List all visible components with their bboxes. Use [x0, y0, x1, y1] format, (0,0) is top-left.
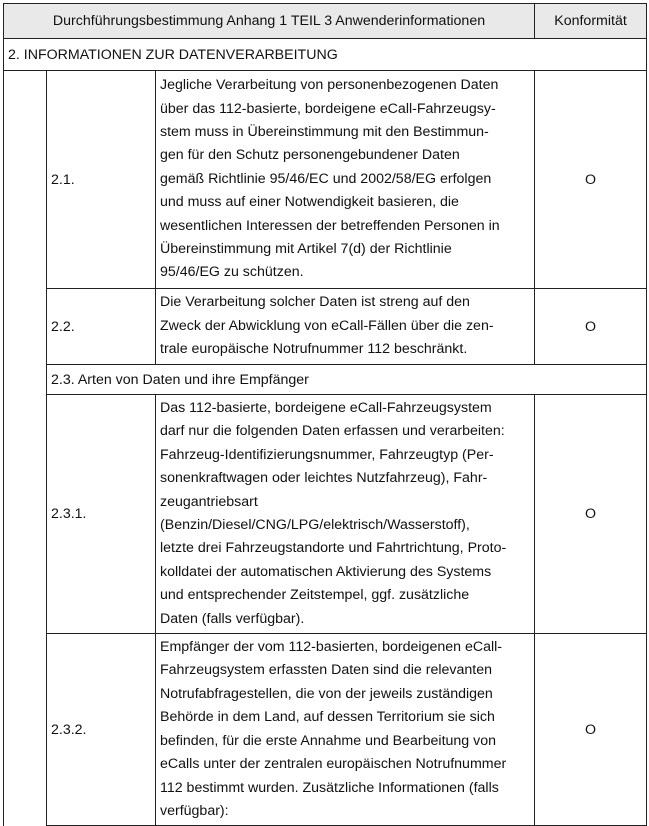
row-number: 2.1.	[47, 71, 156, 289]
table-row	[4, 71, 647, 289]
table-header-row	[4, 4, 647, 39]
row-number: 2.2.	[47, 289, 156, 365]
section-row	[4, 39, 647, 71]
header-regulation: Durchführungsbestimmung Anhang 1 TEIL 3 Anwenderinformationen	[4, 4, 535, 39]
row-text: Empfänger der vom 112-basierten, bordeigenen eCall- Fahrzeugsystem erfassten Daten sind die relevanten Notrufabfragestellen, die von der jeweils zuständigen Behörde in dem Land, auf dessen Territorium sie sich befinden, für die erste Annahme und Bearbeitung von eCalls unter der zentralen europäischen Notrufnummer 112 bestimmt wurden. Zusätzliche Informationen (falls verfügbar):	[156, 634, 535, 826]
row-number: 2.3.2.	[47, 634, 156, 826]
header-conformity: Konformität	[535, 4, 647, 39]
table-row	[4, 395, 647, 634]
row-text: Das 112-basierte, bordeigene eCall-Fahrzeugsystem darf nur die folgenden Daten erfassen und verarbeiten: Fahrzeug-Identifizierungsnummer, Fahrzeugtyp (Per- sonenkraftwagen oder leichtes Nutzfahrzeug), Fahr- zeugantriebsart (Benzin/Diesel/CNG/LPG/elektrisch/Wasserstoff), letzte drei Fahrzeugstandorte und Fahrtrichtung, Proto- kolldatei der automatischen Aktivierung des Systems und entsprechender Zeitstempel, ggf. zusätzliche Daten (falls verfügbar).	[156, 395, 535, 634]
indent-cell	[4, 71, 47, 826]
section-title: 2. INFORMATIONEN ZUR DATENVERARBEITUNG	[4, 39, 647, 71]
row-conformity: O	[535, 395, 647, 634]
table-row	[4, 289, 647, 365]
row-number: 2.3.1.	[47, 395, 156, 634]
row-conformity: O	[535, 71, 647, 289]
row-text: Die Verarbeitung solcher Daten ist streng auf den Zweck der Abwicklung von eCall-Fällen über die zen- trale europäische Notrufnummer 112 beschränkt.	[156, 289, 535, 365]
table-row	[4, 634, 647, 826]
annex-table	[3, 3, 647, 826]
annex-table-container	[3, 3, 646, 826]
row-text: Jegliche Verarbeitung von personenbezogenen Daten über das 112-basierte, bordeigene eCall-Fahrzeugsy- stem muss in Übereinstimmung mit den Bestimmun- gen für den Schutz personengebundener Daten gemäß Richtlinie 95/46/EC und 2002/58/EG erfolgen und muss auf einer Notwendigkeit basieren, die wesentlichen Interessen der betreffenden Personen in Übereinstimmung mit Artikel 7(d) der Richtlinie 95/46/EG zu schützen.	[156, 71, 535, 289]
row-conformity: O	[535, 634, 647, 826]
row-conformity: O	[535, 289, 647, 365]
subsection-title: 2.3. Arten von Daten und ihre Empfänger	[47, 365, 647, 395]
subsection-row	[4, 365, 647, 395]
